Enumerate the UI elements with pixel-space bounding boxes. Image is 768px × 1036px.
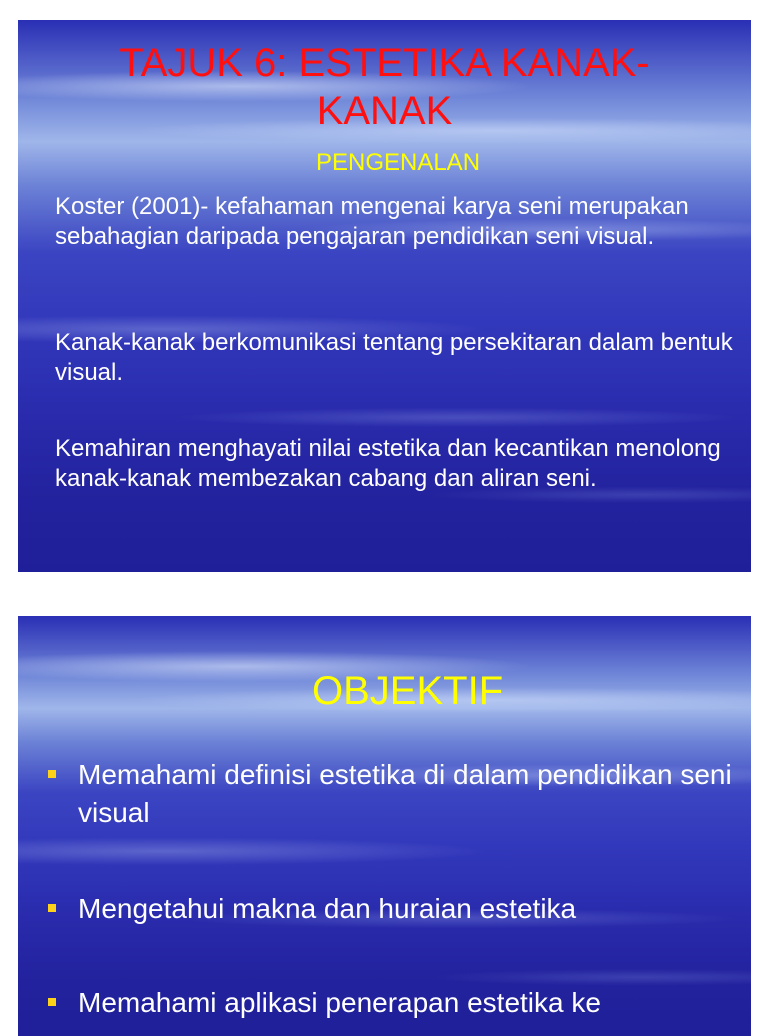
objective-bullet-3 (48, 984, 748, 1022)
slide-title-line-1: TAJUK 6: ESTETIKA KANAK- (119, 41, 650, 85)
slide-introduction (18, 20, 751, 572)
intro-paragraph-1: Koster (2001)- kefahaman mengenai karya seni merupakan sebahagian daripada pengajaran pendidikan seni visual. (55, 193, 689, 250)
objective-text-3: Memahami aplikasi penerapan estetika ke (78, 987, 601, 1018)
objective-bullet-1 (48, 756, 748, 832)
slide-objectives (18, 616, 751, 1036)
intro-paragraph-3: Kemahiran menghayati nilai estetika dan kecantikan menolong kanak-kanak membezakan cabang dan aliran seni. (55, 435, 721, 492)
section-heading-pengenalan: PENGENALAN (315, 149, 481, 176)
square-bullet-icon (48, 770, 56, 778)
slide-title-line-2: KANAK (316, 89, 453, 133)
intro-paragraph-2: Kanak-kanak berkomunikasi tentang persekitaran dalam bentuk visual. (55, 329, 733, 386)
square-bullet-icon (48, 904, 56, 912)
objective-text-2: Mengetahui makna dan huraian estetika (78, 893, 577, 924)
slide-title-objektif: OBJEKTIF (312, 669, 504, 713)
objective-bullet-2 (48, 890, 748, 928)
square-bullet-icon (48, 998, 56, 1006)
objective-text-1: Memahami definisi estetika di dalam pendidikan seni visual (78, 759, 732, 828)
